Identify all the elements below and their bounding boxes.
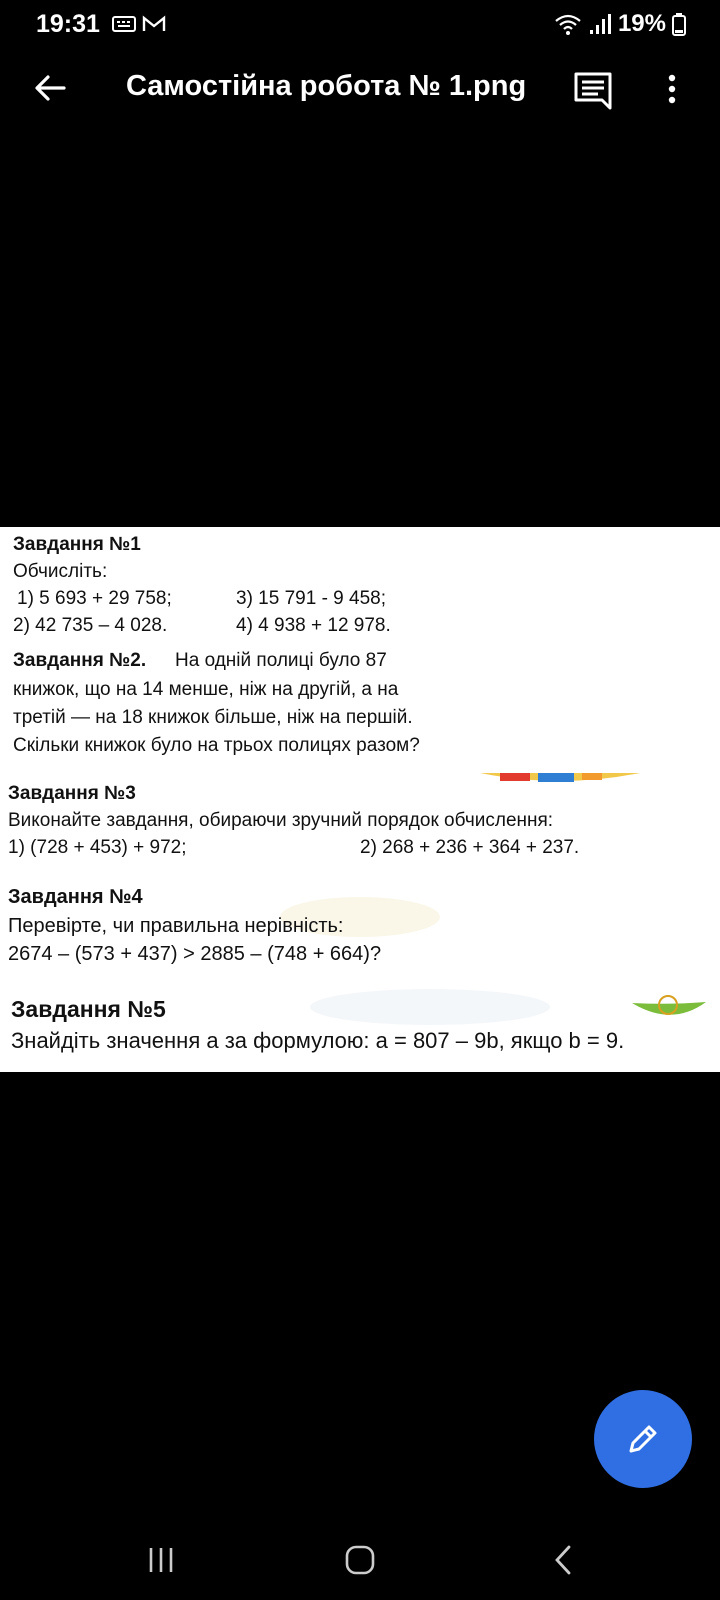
home-icon	[344, 1544, 376, 1576]
navigation-bar	[0, 1520, 720, 1600]
battery-icon	[672, 12, 686, 36]
recent-apps-icon	[146, 1545, 176, 1575]
pencil-icon	[623, 1419, 663, 1459]
task5-text: Знайдіть значення а за формулою: а = 807 – 9b, якщо b = 9.	[11, 1028, 625, 1053]
task4-expression: 2674 – (573 + 437) > 2885 – (748 + 664)?	[8, 943, 382, 965]
notification-icons	[112, 14, 166, 34]
app-bar	[0, 54, 720, 124]
edit-fab-button[interactable]	[594, 1390, 692, 1488]
task5-heading: Завдання №5	[11, 996, 166, 1022]
file-title: Самостійна робота № 1.png	[126, 70, 527, 102]
task1-item: 2) 42 735 – 4 028.	[13, 615, 168, 636]
task1-instruction: Обчисліть:	[13, 561, 108, 582]
keyboard-icon	[112, 14, 136, 34]
comments-button[interactable]	[572, 68, 616, 112]
task1-item: 1) 5 693 + 29 758;	[17, 588, 172, 609]
arrow-left-icon	[30, 68, 70, 108]
nav-back-button[interactable]	[534, 1540, 594, 1580]
task1-item: 3) 15 791 - 9 458;	[236, 588, 386, 609]
task2-heading: Завдання №2.	[13, 650, 147, 671]
task1-item: 4) 4 938 + 12 978.	[236, 615, 391, 636]
task1-heading: Завдання №1	[13, 534, 141, 555]
task4-instruction: Перевірте, чи правильна нерівність:	[8, 915, 344, 937]
task3-item: 1) (728 + 453) + 972;	[8, 837, 187, 858]
status-right	[554, 10, 686, 38]
more-vert-icon	[660, 68, 684, 112]
document-image[interactable]	[0, 527, 720, 1072]
task4-heading: Завдання №4	[8, 886, 143, 908]
more-options-button[interactable]	[660, 68, 684, 112]
home-button[interactable]	[330, 1540, 390, 1580]
task2-line: На одній полиці було 87	[175, 650, 387, 671]
task3-heading: Завдання №3	[8, 783, 136, 804]
chevron-left-icon	[549, 1544, 579, 1576]
mail-icon	[142, 14, 166, 34]
wifi-icon	[554, 12, 582, 36]
task3-item: 2) 268 + 236 + 364 + 237.	[360, 837, 580, 858]
comment-icon	[572, 68, 616, 112]
task2-line: книжок, що на 14 менше, ніж на другій, а на	[13, 679, 399, 700]
recent-apps-button[interactable]	[131, 1540, 191, 1580]
status-bar	[0, 0, 720, 54]
battery-percentage: 19%	[617, 10, 666, 37]
signal-icon	[588, 12, 612, 36]
task2-line: Скільки книжок було на трьох полицях разом?	[13, 735, 420, 756]
task2-line: третій — на 18 книжок більше, ніж на першій.	[13, 707, 413, 728]
status-time: 19:31	[36, 10, 100, 38]
task3-instruction: Виконайте завдання, обираючи зручний порядок обчислення:	[8, 810, 554, 831]
back-button[interactable]	[30, 68, 70, 108]
